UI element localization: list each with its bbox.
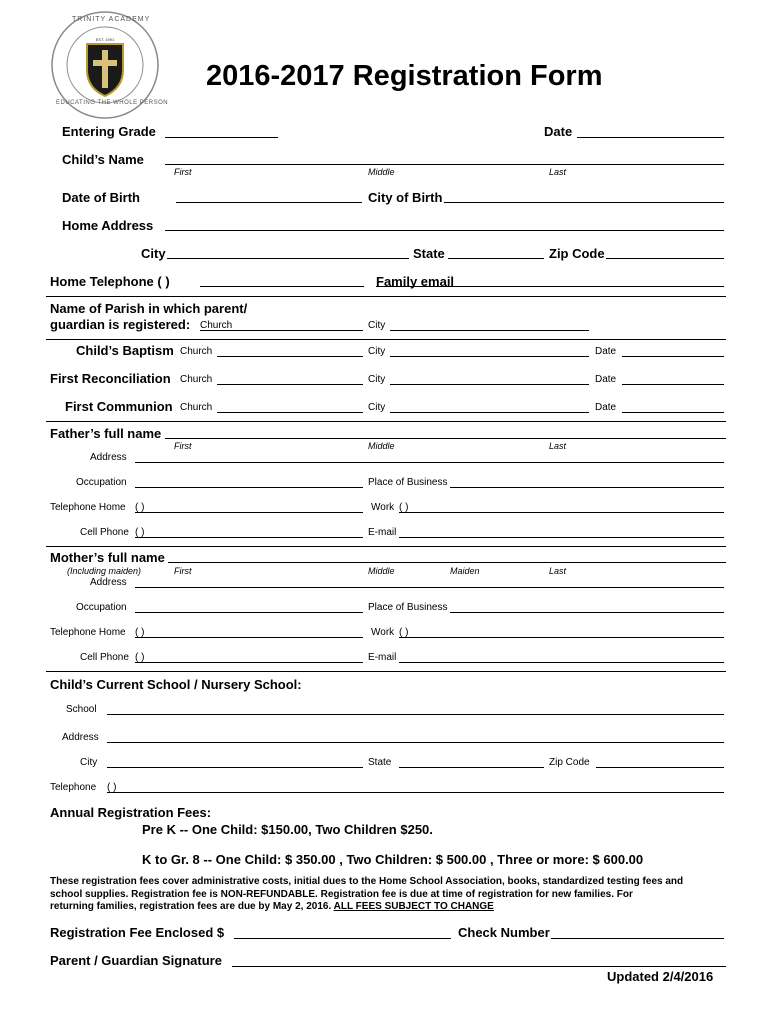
updated-date: Updated 2/4/2016 [607,969,714,984]
baptism-church-field[interactable] [217,356,363,357]
mother-occupation-field[interactable] [135,612,363,613]
home-telephone-label: Home Telephone ( ) [50,274,170,289]
school-address-label: Address [62,732,99,743]
mother-telephone-home-field[interactable] [135,637,363,638]
date-label: Date [544,124,573,139]
mother-last-hint: Last [549,566,567,576]
reconciliation-church-label: Church [180,374,213,385]
father-address-label: Address [90,452,127,463]
father-telephone-home-label: Telephone Home [50,502,126,513]
communion-church-label: Church [180,402,213,413]
father-middle-hint: Middle [368,441,395,451]
middle-hint: Middle [368,167,395,177]
home-address-field[interactable] [165,230,724,231]
city-of-birth-label: City of Birth [368,190,443,205]
including-maiden-hint: (Including maiden) [67,566,142,576]
school-state-label: State [368,757,392,768]
father-cell-area-code: ( ) [135,527,145,538]
mother-occupation-label: Occupation [76,602,127,613]
baptism-date-field[interactable] [622,356,724,357]
father-place-of-business-field[interactable] [450,487,724,488]
father-telephone-home-field[interactable] [135,512,363,513]
first-reconciliation-label: First Reconciliation [50,371,171,386]
mother-work-area-code: ( ) [399,627,409,638]
fees-subject-to-change: ALL FEES SUBJECT TO CHANGE [333,901,494,912]
seal-top-text: TRINITY ACADEMY [72,16,151,23]
mother-work-field[interactable] [399,637,724,638]
parish-city-field[interactable] [390,330,589,331]
first-communion-label: First Communion [65,399,173,414]
school-state-field[interactable] [399,767,544,768]
parish-city-label: City [368,320,386,331]
date-of-birth-field[interactable] [176,202,362,203]
section-divider [46,296,726,297]
school-zip-label: Zip Code [549,757,590,768]
fees-note-line3-text: returning families, registration fees are due by May 2, 2016. [50,901,332,912]
parish-church-label: Church [200,320,233,331]
mother-place-of-business-label: Place of Business [368,602,448,613]
baptism-church-label: Church [180,346,213,357]
mother-cell-phone-label: Cell Phone [80,652,129,663]
mother-cell-area-code: ( ) [135,652,145,663]
parish-church-field[interactable] [200,330,363,331]
communion-city-field[interactable] [390,412,589,413]
school-telephone-field[interactable] [107,792,724,793]
father-last-hint: Last [549,441,567,451]
entering-grade-label: Entering Grade [62,124,156,139]
school-telephone-area-code: ( ) [107,782,117,793]
mother-place-of-business-field[interactable] [450,612,724,613]
current-school-heading: Child’s Current School / Nursery School: [50,677,302,692]
family-email-label: Family email [376,274,455,289]
mother-work-label: Work [371,627,395,638]
communion-church-field[interactable] [217,412,363,413]
father-first-hint: First [174,441,192,451]
family-email-field[interactable] [376,286,724,287]
signature-label: Parent / Guardian Signature [50,953,222,968]
mother-email-label: E-mail [368,652,397,663]
page-title: 2016-2017 Registration Form [206,60,603,92]
father-work-area-code: ( ) [399,502,409,513]
fees-k8: K to Gr. 8 -- One Child: $ 350.00 , Two Children: $ 500.00 , Three or more: $ 600.00 [142,852,644,867]
seal-est-text: EST. 1991 [95,37,115,42]
father-work-field[interactable] [399,512,724,513]
check-number-label: Check Number [458,925,550,940]
fees-note-line1: These registration fees cover administrative costs, initial dues to the Home School Association, books, standardized testing fees and [50,876,684,887]
father-email-label: E-mail [368,527,397,538]
section-divider [46,671,726,672]
fee-enclosed-label: Registration Fee Enclosed $ [50,925,225,940]
mother-cell-phone-field[interactable] [135,662,363,663]
first-hint: First [174,167,192,177]
school-city-label: City [80,757,98,768]
signature-field[interactable] [232,966,726,967]
mother-first-hint: First [174,566,192,576]
date-of-birth-label: Date of Birth [62,190,140,205]
fees-heading: Annual Registration Fees: [50,805,212,820]
fees-note-line2: school supplies. Registration fee is NON-REFUNDABLE. Registration fee is due at time of registration for new families. For [50,889,633,900]
mother-address-field[interactable] [135,587,724,588]
father-occupation-label: Occupation [76,477,127,488]
zip-code-label: Zip Code [549,246,605,261]
fathers-full-name-label: Father’s full name [50,426,162,441]
state-label: State [413,246,445,261]
city-of-birth-field[interactable] [444,202,724,203]
section-divider [46,421,726,422]
section-divider [46,339,726,340]
school-label: School [66,704,97,715]
father-work-label: Work [371,502,395,513]
fees-note-line3 [50,901,494,912]
father-occupation-field[interactable] [135,487,363,488]
school-zip-field[interactable] [596,767,724,768]
school-city-field[interactable] [107,767,363,768]
school-telephone-label: Telephone [50,782,97,793]
fees-prek: Pre K -- One Child: $150.00, Two Children $250. [142,822,433,837]
baptism-city-field[interactable] [390,356,589,357]
school-address-field[interactable] [107,742,724,743]
father-address-field[interactable] [135,462,724,463]
zip-code-field[interactable] [606,258,724,259]
mother-middle-hint: Middle [368,566,395,576]
mother-maiden-hint: Maiden [450,566,480,576]
mothers-full-name-field[interactable] [168,562,726,563]
father-cell-phone-label: Cell Phone [80,527,129,538]
fee-enclosed-field[interactable] [234,938,451,939]
parish-label-line2: guardian is registered: [50,317,191,332]
father-email-field[interactable] [399,537,724,538]
father-home-area-code: ( ) [135,502,145,513]
communion-city-label: City [368,402,386,413]
mother-telephone-home-label: Telephone Home [50,627,126,638]
father-place-of-business-label: Place of Business [368,477,448,488]
state-field[interactable] [448,258,544,259]
childs-baptism-label: Child’s Baptism [76,343,174,358]
reconciliation-date-field[interactable] [622,384,724,385]
home-address-label: Home Address [62,218,154,233]
check-number-field[interactable] [551,938,724,939]
reconciliation-church-field[interactable] [217,384,363,385]
city-field[interactable] [167,258,409,259]
section-divider [46,546,726,547]
school-field[interactable] [107,714,724,715]
entering-grade-field[interactable] [165,137,278,138]
mother-email-field[interactable] [399,662,724,663]
communion-date-label: Date [595,402,617,413]
fathers-full-name-field[interactable] [165,438,726,439]
reconciliation-date-label: Date [595,374,617,385]
date-field[interactable] [577,137,724,138]
seal-bottom-text: EDUCATING THE WHOLE PERSON [56,100,169,106]
mothers-full-name-label: Mother’s full name [50,550,165,565]
reconciliation-city-label: City [368,374,386,385]
baptism-city-label: City [368,346,386,357]
home-telephone-field[interactable] [200,286,364,287]
mother-address-label: Address [90,577,127,588]
city-label: City [141,246,166,261]
mother-home-area-code: ( ) [135,627,145,638]
reconciliation-city-field[interactable] [390,384,589,385]
childs-name-label: Child’s Name [62,152,144,167]
childs-name-field[interactable] [165,164,724,165]
parish-label-line1: Name of Parish in which parent/ [50,301,248,316]
father-cell-phone-field[interactable] [135,537,363,538]
baptism-date-label: Date [595,346,617,357]
last-hint: Last [549,167,567,177]
communion-date-field[interactable] [622,412,724,413]
